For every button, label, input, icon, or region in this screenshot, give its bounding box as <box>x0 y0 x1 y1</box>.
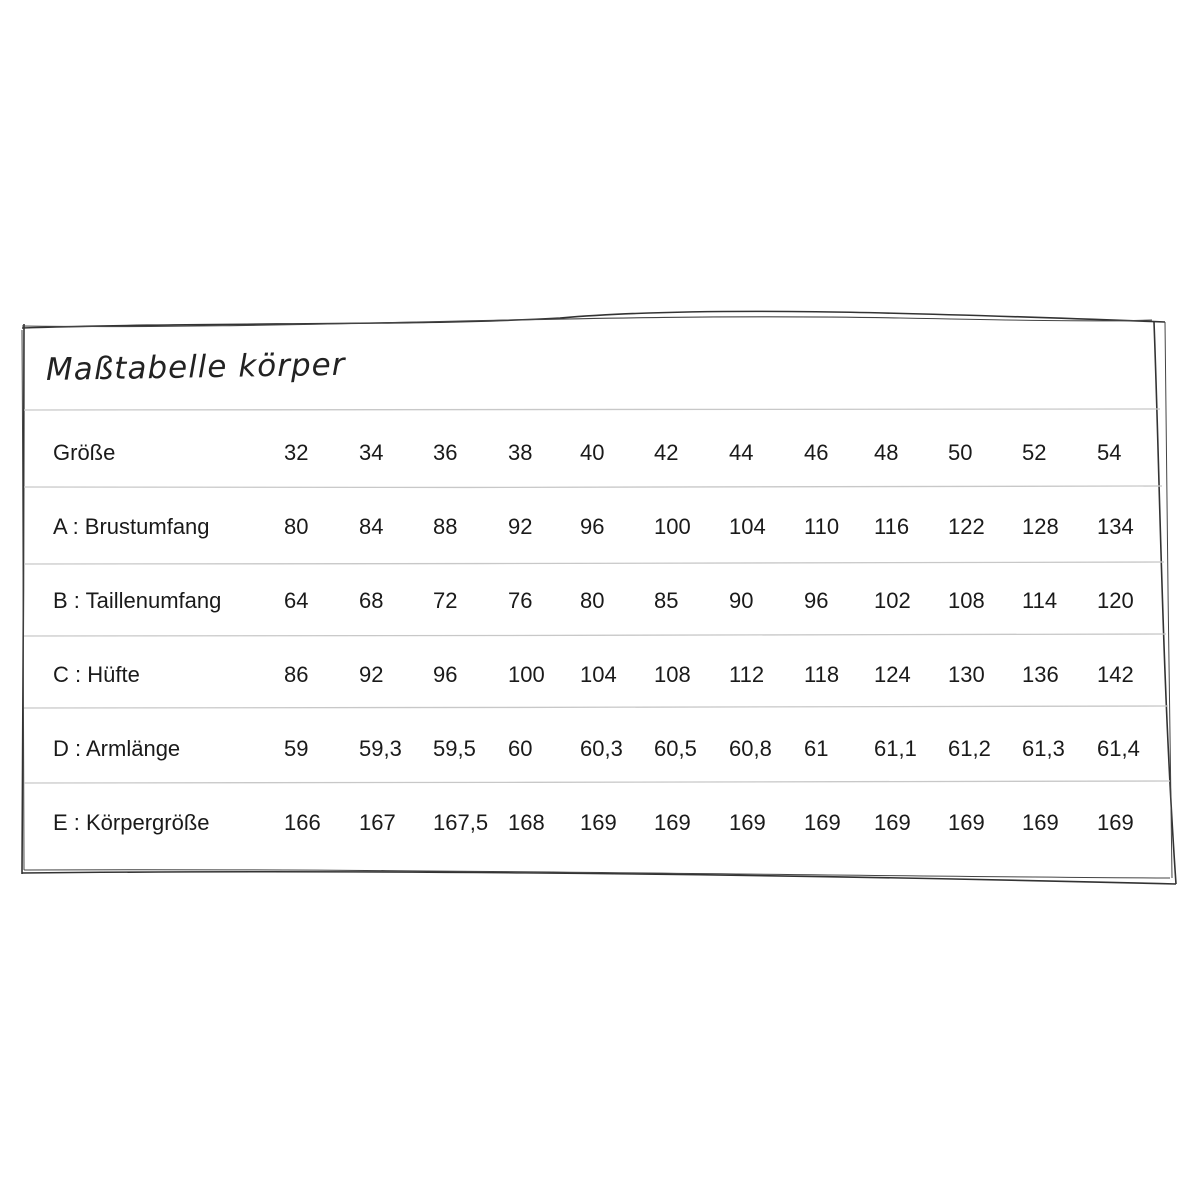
table-cell: 124 <box>874 662 911 687</box>
table-row <box>0 655 1200 695</box>
table-cell: 169 <box>1097 810 1134 835</box>
table-row <box>0 729 1200 769</box>
table-cell: 96 <box>433 662 458 687</box>
table-cell: 61,2 <box>948 736 991 761</box>
table-cell: 118 <box>804 662 840 687</box>
table-cell: 104 <box>580 662 617 687</box>
header-cell: 48 <box>874 440 899 465</box>
table-cell: 167 <box>359 810 396 835</box>
table-cell: 64 <box>284 588 309 613</box>
header-cell: 42 <box>654 440 679 465</box>
table-cell: 92 <box>359 662 384 687</box>
table-cell: 59,3 <box>359 736 402 761</box>
table-cell: 168 <box>508 810 545 835</box>
table-cell: 90 <box>729 588 754 613</box>
table-cell: 72 <box>433 588 458 613</box>
header-cell: 44 <box>729 440 754 465</box>
table-cell: 60,8 <box>729 736 772 761</box>
table-cell: 61,3 <box>1022 736 1065 761</box>
table-cell: 104 <box>729 514 766 539</box>
header-cell: 38 <box>508 440 533 465</box>
table-cell: 60 <box>508 736 533 761</box>
table-cell: 86 <box>284 662 309 687</box>
table-cell: 108 <box>654 662 691 687</box>
table-row <box>0 507 1200 547</box>
table-cell: 169 <box>948 810 985 835</box>
table-cell: 120 <box>1097 588 1134 613</box>
row-label: C : Hüfte <box>53 662 140 687</box>
table-cell: 142 <box>1097 662 1134 687</box>
header-cell: 46 <box>804 440 829 465</box>
table-cell: 60,3 <box>580 736 623 761</box>
table-cell: 88 <box>433 514 458 539</box>
table-cell: 61,1 <box>874 736 917 761</box>
table-cell: 92 <box>508 514 533 539</box>
table-cell: 167,5 <box>433 810 489 835</box>
header-label: Größe <box>53 440 116 465</box>
table-cell: 169 <box>729 810 766 835</box>
table-cell: 169 <box>1022 810 1059 835</box>
table-cell: 169 <box>804 810 841 835</box>
row-label: D : Armlänge <box>53 736 181 761</box>
table-row <box>0 581 1200 621</box>
header-cell: 34 <box>359 440 384 465</box>
table-cell: 100 <box>654 514 691 539</box>
table-cell: 80 <box>580 588 605 613</box>
table-cell: 110 <box>804 514 840 539</box>
table-row <box>0 803 1200 843</box>
table-cell: 169 <box>580 810 617 835</box>
table-cell: 112 <box>729 662 765 687</box>
table-cell: 59,5 <box>433 736 476 761</box>
table-cell: 60,5 <box>654 736 697 761</box>
table-cell: 96 <box>804 588 829 613</box>
table-cell: 59 <box>284 736 309 761</box>
table-cell: 108 <box>948 588 985 613</box>
table-cell: 84 <box>359 514 384 539</box>
table-title: Maßtabelle körper <box>45 346 346 388</box>
table-cell: 169 <box>874 810 911 835</box>
table-cell: 68 <box>359 588 384 613</box>
table-cell: 80 <box>284 514 309 539</box>
table-cell: 85 <box>654 588 679 613</box>
table-cell: 102 <box>874 588 911 613</box>
table-cell: 76 <box>508 588 533 613</box>
table-cell: 169 <box>654 810 691 835</box>
table-cell: 136 <box>1022 662 1059 687</box>
header-cell: 40 <box>580 440 605 465</box>
header-cell: 50 <box>948 440 973 465</box>
table-cell: 61 <box>804 736 829 761</box>
table-cell: 116 <box>874 514 910 539</box>
table-cell: 122 <box>948 514 985 539</box>
table-cell: 128 <box>1022 514 1059 539</box>
header-cell: 32 <box>284 440 309 465</box>
header-cell: 52 <box>1022 440 1047 465</box>
row-label: A : Brustumfang <box>53 514 210 539</box>
row-label: B : Taillenumfang <box>53 588 222 613</box>
table-cell: 61,4 <box>1097 736 1140 761</box>
table-cell: 100 <box>508 662 545 687</box>
header-row <box>0 433 1200 473</box>
header-cell: 54 <box>1097 440 1122 465</box>
header-cell: 36 <box>433 440 458 465</box>
table-cell: 114 <box>1022 588 1058 613</box>
row-label: E : Körpergröße <box>53 810 210 835</box>
table-cell: 166 <box>284 810 321 835</box>
table-cell: 96 <box>580 514 605 539</box>
table-cell: 134 <box>1097 514 1134 539</box>
table-cell: 130 <box>948 662 985 687</box>
